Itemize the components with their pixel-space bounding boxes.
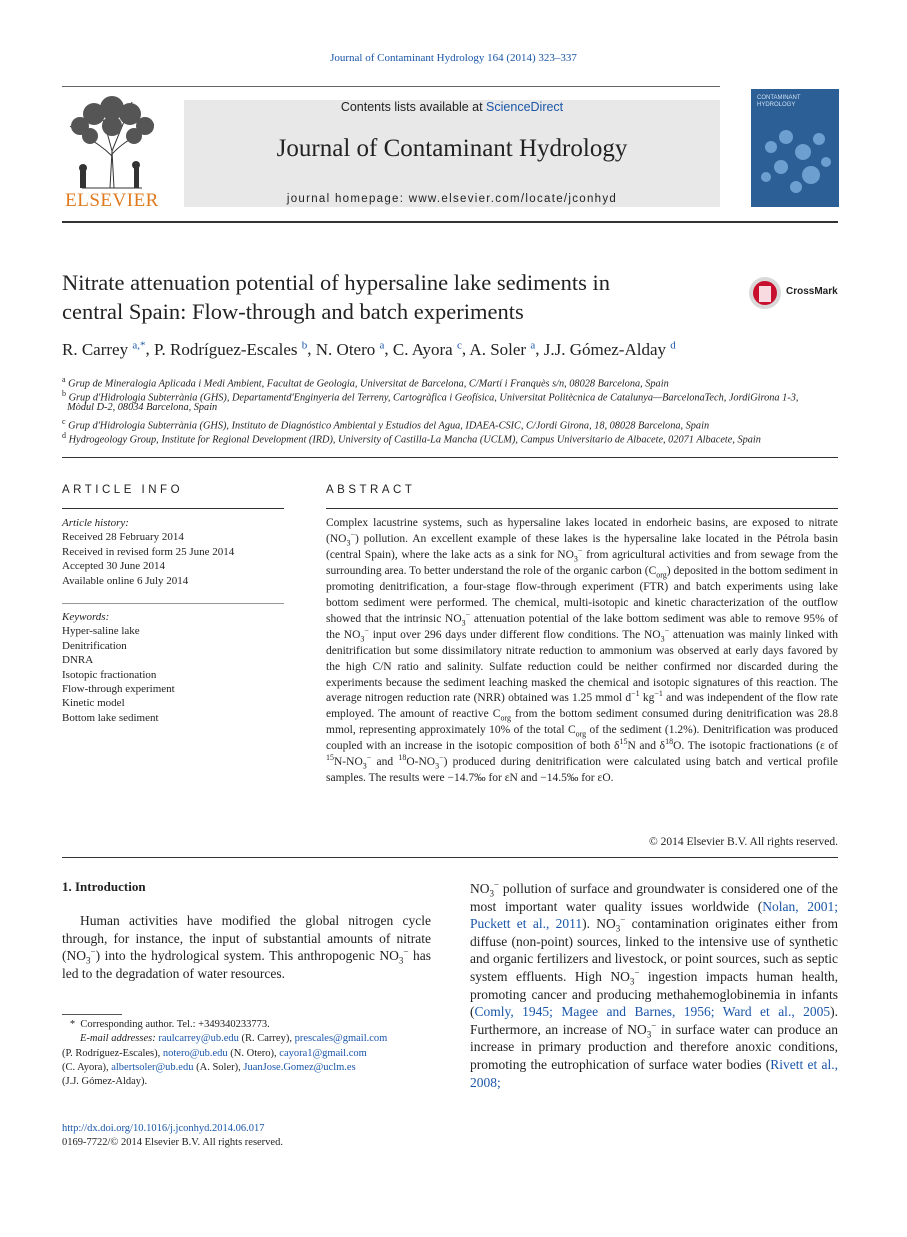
history-label: Article history: [62,517,129,529]
keyword: Denitrification [62,639,127,652]
corresponding-author-note: * Corresponding author. Tel.: +349340233773. [62,1019,270,1030]
email-addresses-cont: (J.J. Gómez-Alday). [62,1076,148,1088]
masthead-bottom-rule [62,221,838,223]
keyword: Flow-through experiment [62,683,175,696]
article-info-heading: ARTICLE INFO [62,484,184,496]
email-link[interactable]: raulcarrey@ub.edu [158,1033,239,1045]
footnote-rule [62,1014,122,1015]
keyword: Hyper-saline lake [62,625,140,638]
keyword: DNRA [62,654,94,667]
affiliation-d: $^d$ Hydrogeology Group, Institute for Regional Development (IRD), University of Castilla-La Mancha (UCLM), Campus Universitario de Albacete, 02071 Albacete, Spain [62,431,761,446]
homepage-prefix: journal homepage: [286,193,409,205]
abstract-rule [326,508,838,509]
history-item: Accepted 30 June 2014 [62,560,165,573]
article-title-line-1: Nitrate attenuation potential of hypersaline lake sediments in [62,270,610,295]
author[interactable]: R. Carrey $^{a,*}$ [62,339,146,359]
intro-paragraph-left: Human activities have modified the global nitrogen cycle through, for instance, the input of substantial amounts of nitrate $(NO_3^-)$ into the hydrological system. This anthropogenic $NO_3^-$ has led to the degradation of water resources. [62,913,431,981]
sciencedirect-link[interactable]: ScienceDirect [486,100,564,114]
affiliation-b-cont: Mòdul D-2, 08034 Barcelona, Spain [67,402,218,413]
article-title-line-2: central Spain: Flow-through and batch experiments [62,299,524,324]
email-addresses: E-mail addresses: raulcarrey@ub.edu (R. Carrey), prescales@gmail.com [80,1033,388,1045]
history-item: Available online 6 July 2014 [62,574,189,587]
journal-citation[interactable]: Journal of Contaminant Hydrology 164 (2014) 323–337 [330,52,577,64]
journal-cover-image[interactable] [751,89,839,207]
affiliation-b: $^b$ Grup d'Hidrologia Subterrània (GHS), Departamentd'Enginyeria del Terreny, Cartogràfica i Geofísica, Universitat Politècnica de Catalunya—BarcelonaTech, JordiGirona 1-3, [62,389,799,404]
keyword: Kinetic model [62,697,125,710]
intro-paragraph-right: $NO_3^-$ pollution of surface and groundwater is considered one of the most important water quality issues worldwide (Nolan, 2001; Puckett et al., 2011). $NO_3^-$ contamination originates either from diffuse (non-point) sources, linked to the intensive use of synthetic and organic fertilizers and livestock, or point sources, such as septic system effluents. High $NO_3^-$ ingestion impacts human health, promoting cancer and producing methahemoglobinemia in infants (Comly, 1945; Magee and Barnes, 1956; Ward et al., 2005). Furthermore, an increase of $NO_3^-$ in surface water can produce an increase in primary production and therefore anoxic conditions, promoting the eutrophication of surface water bodies (Rivett et al., 2008; [470,879,839,1090]
crossmark-label: CrossMark [786,286,838,297]
doi-link[interactable]: http://dx.doi.org/10.1016/j.jconhyd.2014.06.017 [62,1123,265,1134]
abstract-heading: ABSTRACT [326,484,416,496]
author[interactable]: N. Otero $^a$ [315,339,385,359]
info-divider [62,603,284,604]
journal-title: Journal of Contaminant Hydrology [276,135,628,162]
cover-title: CONTAMINANT HYDROLOGY [757,95,801,108]
homepage-url[interactable]: www.elsevier.com/locate/jconhyd [408,193,618,205]
author[interactable]: P. Rodríguez-Escales $^b$ [153,339,308,359]
section-rule [62,457,838,458]
publisher-logo-text: ELSEVIER [65,190,159,211]
email-addresses-cont: (P. Rodríguez-Escales), notero@ub.edu (N. Otero), cayora1@gmail.com [62,1047,367,1059]
contents-available [184,100,720,114]
affiliation-c: $^c$ Grup d'Hidrologia Subterrània (GHS), Instituto de Diagnóstico Ambiental y Estudios del Agua, IDAEA-CSIC, C/Jordi Girona, 18, 08028 Barcelona, Spain [62,417,710,432]
keyword: Isotopic fractionation [62,668,157,681]
contents-prefix: Contents lists available at [340,100,487,114]
author-list: R. Carrey $^{a,*}$, P. Rodríguez-Escales $^b$, N. Otero $^a$, C. Ayora $^c$, A. Soler $^a$, J.J. Gómez-Alday $^d$ [62,339,676,359]
keyword: Bottom lake sediment [62,711,159,724]
email-addresses-cont: (C. Ayora), albertsoler@ub.edu (A. Soler), JuanJose.Gomez@uclm.es [62,1061,356,1073]
intro-heading: 1. Introduction [62,879,146,894]
issn-copyright: 0169-7722/© 2014 Elsevier B.V. All rights reserved. [62,1137,283,1149]
keywords-label: Keywords: [62,611,110,623]
author[interactable]: J.J. Gómez-Alday $^d$ [543,339,676,359]
keywords [62,610,292,725]
affiliation-a: $^a$ Grup de Mineralogia Aplicada i Medi Ambient, Facultat de Geologia, Universitat de Barcelona, C/Martí i Franquès s/n, 08028 Barcelona, Spain [62,375,669,390]
crossmark-icon [748,276,782,310]
email-link[interactable]: cayora1@gmail.com [279,1047,367,1059]
article-title [62,268,722,326]
doi-block [62,1122,432,1151]
info-rule [62,508,284,509]
email-link[interactable]: albertsoler@ub.edu [111,1061,194,1073]
author[interactable]: A. Soler $^a$ [469,339,536,359]
email-link[interactable]: notero@ub.edu [162,1047,228,1059]
abstract-text: Complex lacustrine systems, such as hypersaline lakes located in endorheic basins, are exposed to nitrate $(NO_3^-)$ pollution. An excellent example of these lakes is the hypersaline lake located in the Pétrola basin (central Spain), where the lake acts as a sink for $NO_3^-$ from agricultural activities and from sewage from the surrounding area. To better understand the role of the organic carbon $(C_{org})$ deposited in the bottom sediment in promoting denitrification, a four-stage flow-through experiment (FTR) and batch experiments using lake bottom sediment were performed. The chemical, multi-isotopic and kinetic characterization of the outflow showed that the intrinsic $NO_3^-$ attenuation potential of the lake bottom sediment was able to remove 95% of the $NO_3^-$ input over 296 days under different flow conditions. The $NO_3^-$ attenuation was mainly linked with denitrification but some dissimilatory nitrate reduction to ammonium was observed at early days favored by the high C/N ratio and salinity. Sulfate reduction could be neither confirmed nor discarded during the experiments because the sediment leaching masked the chemical and isotopic signatures of this reaction. The average nitrogen reduction rate (NRR) obtained was 1.25 mmol $d^{-1}$ $kg^{-1}$ and was independent of the flow rate employed. The amount of reactive $C_{org}$ from the bottom sediment consumed during denitrification was 28.8 mmol, representing approximately 10% of the total $C_{org}$ of the sediment (1.2%). Denitrification was produced coupled with an increase in the isotopic composition of both $\delta^{15}N$ and $\delta^{18}O$. The isotopic fractionations (ε of $^{15}N-NO_3^-$ and $^{18}O-NO_3^-$) produced during denitrification were calculated using batch and vertical profile samples. The results were −14.7‰ for εN and −14.5‰ for εO. [326,517,839,785]
abstract-copyright: © 2014 Elsevier B.V. All rights reserved. [649,836,838,848]
history-item: Received in revised form 25 June 2014 [62,545,235,558]
journal-homepage [184,193,720,205]
author[interactable]: C. Ayora $^c$ [392,339,462,359]
email-link[interactable]: JuanJose.Gomez@uclm.es [243,1061,356,1073]
email-link[interactable]: prescales@gmail.com [294,1033,388,1045]
article-history [62,516,292,588]
masthead-top-rule [62,86,720,87]
cover-graphic [751,117,839,207]
crossmark-badge[interactable] [748,274,848,314]
body-rule [62,857,838,858]
history-item: Received 28 February 2014 [62,531,184,544]
footnotes [62,1018,432,1089]
